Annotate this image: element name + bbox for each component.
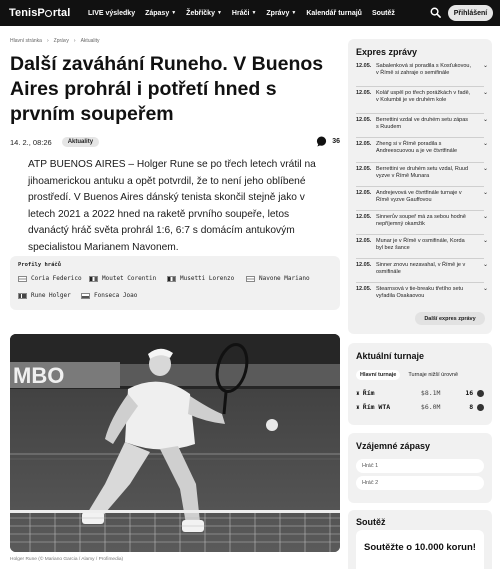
login-button[interactable]: Přihlášení — [448, 5, 493, 21]
flag-icon — [167, 276, 176, 282]
chevron-down-icon: ⌄ — [482, 141, 488, 147]
player-link[interactable]: Navone Mariano — [246, 275, 310, 282]
category-tag[interactable]: Aktuality — [62, 137, 99, 147]
divider — [356, 258, 484, 259]
comments-count: 36 — [332, 138, 340, 145]
photo-caption: Holger Rune (© Mariano Garcia / Alamy / Profimedia) — [10, 557, 124, 562]
article-meta — [10, 135, 340, 149]
player-link[interactable]: Coria Federico — [18, 275, 82, 282]
divider — [356, 137, 484, 138]
nav-news[interactable]: Zprávy ▼ — [266, 9, 297, 17]
player-link[interactable]: Musetti Lorenzo — [167, 275, 234, 282]
contest-title: Soutěž — [356, 517, 386, 527]
article-title: Další zaváhání Runeho. V Buenos Aires prohrál i potřetí hned s prvním soupeřem — [10, 53, 324, 125]
chevron-down-icon: ⌄ — [482, 286, 488, 292]
tennis-player-image — [10, 334, 340, 552]
chevron-down-icon: ⌄ — [482, 190, 488, 196]
breadcrumb — [10, 38, 100, 44]
flag-icon — [18, 276, 27, 282]
chevron-down-icon: ⌄ — [482, 214, 488, 220]
comments-link[interactable] — [316, 136, 340, 147]
divider — [356, 186, 484, 187]
express-news-title: Expres zprávy — [356, 47, 418, 57]
chevron-down-icon: ⌄ — [482, 90, 488, 96]
express-news-item[interactable]: 12.05. Sinner znovu nezavahal, v Římě je v osmifinále ⌄ — [356, 262, 488, 275]
breadcrumb-separator: › — [46, 38, 49, 44]
express-news-item[interactable]: 12.05. Sinnerův soupeř má za sebou hodně nepříjemný okamžik ⌄ — [356, 214, 488, 227]
flag-icon — [18, 293, 27, 299]
flag-icon — [81, 293, 90, 299]
nav-calendar[interactable]: Kalendář turnajů — [306, 9, 362, 17]
current-tournaments-widget — [348, 343, 492, 425]
main-menu — [83, 10, 400, 17]
divider — [356, 234, 484, 235]
contest-text: Soutěžte o 10.000 korun! — [364, 542, 476, 553]
article-date: 14. 2., 08:26 — [10, 137, 52, 147]
breadcrumb-home[interactable]: Hlavní stránka — [10, 38, 42, 44]
express-news-item[interactable]: 12.05. Berrettini vzdal ve druhém setu zápas s Ruudem ⌄ — [356, 117, 488, 130]
express-news-widget — [348, 39, 492, 334]
status-icon — [477, 390, 484, 397]
player-icon: ♜ — [356, 389, 360, 397]
chevron-down-icon: ⌄ — [482, 238, 488, 244]
chevron-down-icon: ⌄ — [482, 117, 488, 123]
player-link[interactable]: Fonseca Joao — [81, 292, 137, 299]
player2-input[interactable]: Hráč 2 — [356, 476, 484, 490]
chevron-down-icon: ▼ — [171, 10, 177, 16]
breadcrumb-current[interactable]: Aktuality — [80, 38, 100, 44]
status-icon — [477, 404, 484, 411]
divider — [356, 113, 484, 114]
express-news-item[interactable]: 12.05. Zheng si v Římě poradila s Andreescuovou a je ve čtvrtfinále ⌄ — [356, 141, 488, 154]
tournaments-title: Aktuální turnaje — [356, 351, 425, 361]
breadcrumb-news[interactable]: Zprávy — [53, 38, 69, 44]
search-icon[interactable] — [430, 7, 441, 18]
divider — [356, 210, 484, 211]
nav-rankings[interactable]: Žebříčky ▼ — [186, 9, 222, 17]
player-profiles-box — [10, 256, 340, 310]
chevron-down-icon: ▼ — [251, 10, 257, 16]
comment-bubble-icon — [316, 136, 327, 147]
banner-text: MBO — [13, 363, 65, 388]
divider — [356, 86, 484, 87]
nav-players[interactable]: Hráči ▼ — [231, 9, 257, 17]
tournament-row[interactable]: ♜ Řím WTA $6.0M 8 — [356, 402, 484, 412]
chevron-down-icon: ⌄ — [482, 262, 488, 268]
nav-matches[interactable]: Zápasy ▼ — [145, 9, 177, 17]
divider — [356, 162, 484, 163]
divider — [356, 282, 484, 283]
express-news-item[interactable]: 12.05. Stearnsová v tie-breaku třetího setu vyřadila Osakaovou ⌄ — [356, 286, 488, 299]
player-link[interactable]: Moutet Corentin — [89, 275, 156, 282]
chevron-down-icon: ⌄ — [482, 63, 488, 69]
h2h-title: Vzájemné zápasy — [356, 441, 431, 451]
breadcrumb-separator: › — [73, 38, 76, 44]
tab-main-tournaments[interactable]: Hlavní turnaje — [356, 370, 400, 380]
tournament-row[interactable]: ♜ Řím $8.1M 16 — [356, 388, 484, 398]
flag-icon — [89, 276, 98, 282]
player-icon: ♜ — [356, 403, 360, 411]
express-news-item[interactable]: 12.05. Berrettini ve druhém setu vzdal, Ruud vyzve v Římě Munara ⌄ — [356, 166, 488, 179]
nav-live-results[interactable]: LIVE výsledky — [88, 9, 136, 17]
player1-input[interactable]: Hráč 1 — [356, 459, 484, 473]
site-logo[interactable]: TenisP rtal — [9, 7, 71, 19]
top-navigation — [0, 0, 500, 26]
player-link[interactable]: Rune Holger — [18, 292, 71, 299]
head-to-head-widget — [348, 433, 492, 503]
article-lead: ATP BUENOS AIRES – Holger Rune se po třech letech vrátil na jihoamerickou antuku a opět potvrdil, že to není jeho oblíbené prostředí. V Buenos Aires dánský tenista skončil stejně jako v letech 2021 a 2022 hned na raketě prvního soupeře, letos dvanáctý hráč světa prohrál 1:6, 6:7 s domácím antukovým specialistou Marianem Navonem. — [28, 159, 316, 253]
tab-lower-tournaments[interactable]: Turnaje nižší úrovně — [408, 372, 459, 378]
contest-banner[interactable] — [356, 530, 484, 569]
express-news-item[interactable]: 12.05. Kolář uspěl po třech porážkách v řadě, v Kolumbii je ve druhém kole ⌄ — [356, 90, 488, 103]
article-photo — [10, 334, 340, 552]
contest-widget — [348, 510, 492, 569]
flag-icon — [246, 276, 255, 282]
nav-contest[interactable]: Soutěž — [371, 9, 395, 17]
express-news-item[interactable]: 12.05. Sabalenková si poradila s Kosťukovou, v Římě si zahraje o semifinále ⌄ — [356, 63, 488, 76]
express-news-item[interactable]: 12.05. Munar je v Římě v osmifinále, Korda byl bez šance ⌄ — [356, 238, 488, 251]
chevron-down-icon: ▼ — [216, 10, 222, 16]
express-news-item[interactable]: 12.05. Andrejevová ve čtvrtfinále turnaje v Římě vyzve Gauffovou ⌄ — [356, 190, 488, 203]
more-express-news-button[interactable]: Další expres zprávy — [415, 312, 485, 325]
tournament-tabs — [356, 370, 462, 380]
player-profiles-heading: Profily hráčů — [18, 262, 62, 268]
chevron-down-icon: ⌄ — [482, 166, 488, 172]
chevron-down-icon: ▼ — [291, 10, 297, 16]
